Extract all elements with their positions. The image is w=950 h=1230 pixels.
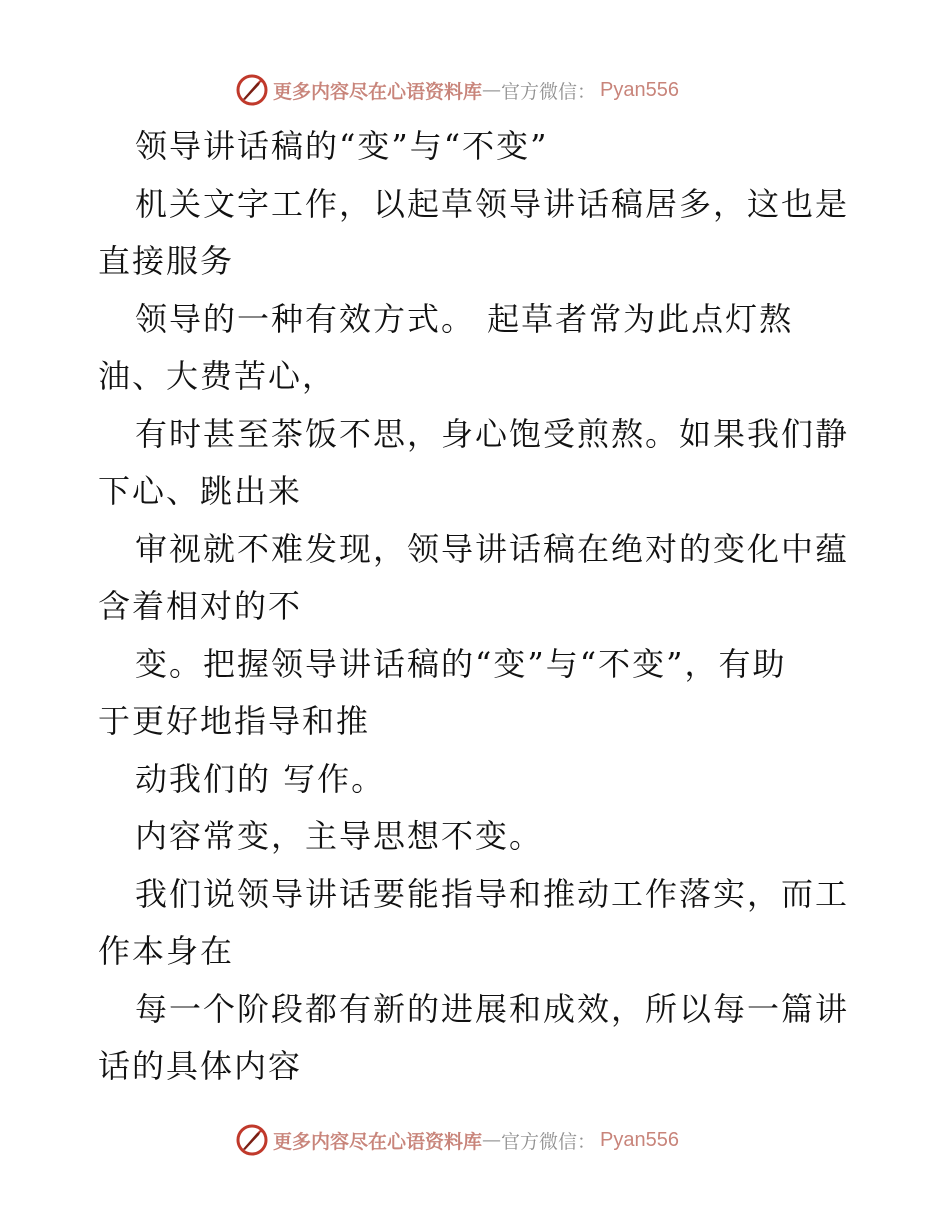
document-title: 领导讲话稿的“变”与“不变”	[135, 127, 549, 165]
paragraph-line: 机关文字工作，以起草领导讲话稿居多，这也是	[135, 184, 850, 223]
banner-wechat-label: 官方微信：	[501, 1130, 597, 1153]
paragraph-line: 于更好地指导和推	[98, 702, 371, 740]
banner-wechat-handle: Pyan556	[600, 1128, 679, 1151]
banner-site-name: 更多内容尽在心语资料库	[273, 80, 483, 103]
footer-banner	[235, 1120, 679, 1160]
paragraph-line: 有时甚至茶饭不思，身心饱受煎熬。如果我们静	[135, 414, 850, 453]
banner-dash: —	[482, 79, 502, 101]
banner-dash: —	[482, 1129, 502, 1151]
banner-wechat-label: 官方微信：	[501, 80, 597, 103]
paragraph-line: 每一个阶段都有新的进展和成效，所以每一篇讲	[135, 989, 850, 1028]
paragraph-line: 审视就不难发现，领导讲话稿在绝对的变化中蕴	[135, 529, 850, 568]
paragraph-line: 含着相对的不	[98, 587, 303, 625]
quill-logo-icon	[235, 1123, 269, 1157]
paragraph-line: 话的具体内容	[98, 1047, 303, 1085]
paragraph-line: 领导的一种有效方式。 起草者常为此点灯熬	[135, 299, 794, 338]
banner-site-name: 更多内容尽在心语资料库	[273, 1130, 483, 1153]
paragraph-line: 下心、跳出来	[98, 472, 303, 510]
paragraph-line: 作本身在	[98, 932, 235, 970]
paragraph-line: 直接服务	[98, 242, 235, 280]
paragraph-line: 油、大费苦心，	[98, 357, 337, 395]
document-body	[98, 118, 858, 1096]
quill-logo-icon	[235, 73, 269, 107]
paragraph-line: 我们说领导讲话要能指导和推动工作落实，而工	[135, 874, 850, 913]
paragraph-line: 变。把握领导讲话稿的“变”与“不变”，有助	[135, 644, 787, 683]
section-heading: 内容常变，主导思想不变。	[135, 817, 544, 855]
header-banner	[235, 70, 679, 110]
paragraph-line: 动我们的 写作。	[135, 759, 386, 798]
banner-wechat-handle: Pyan556	[600, 78, 679, 101]
